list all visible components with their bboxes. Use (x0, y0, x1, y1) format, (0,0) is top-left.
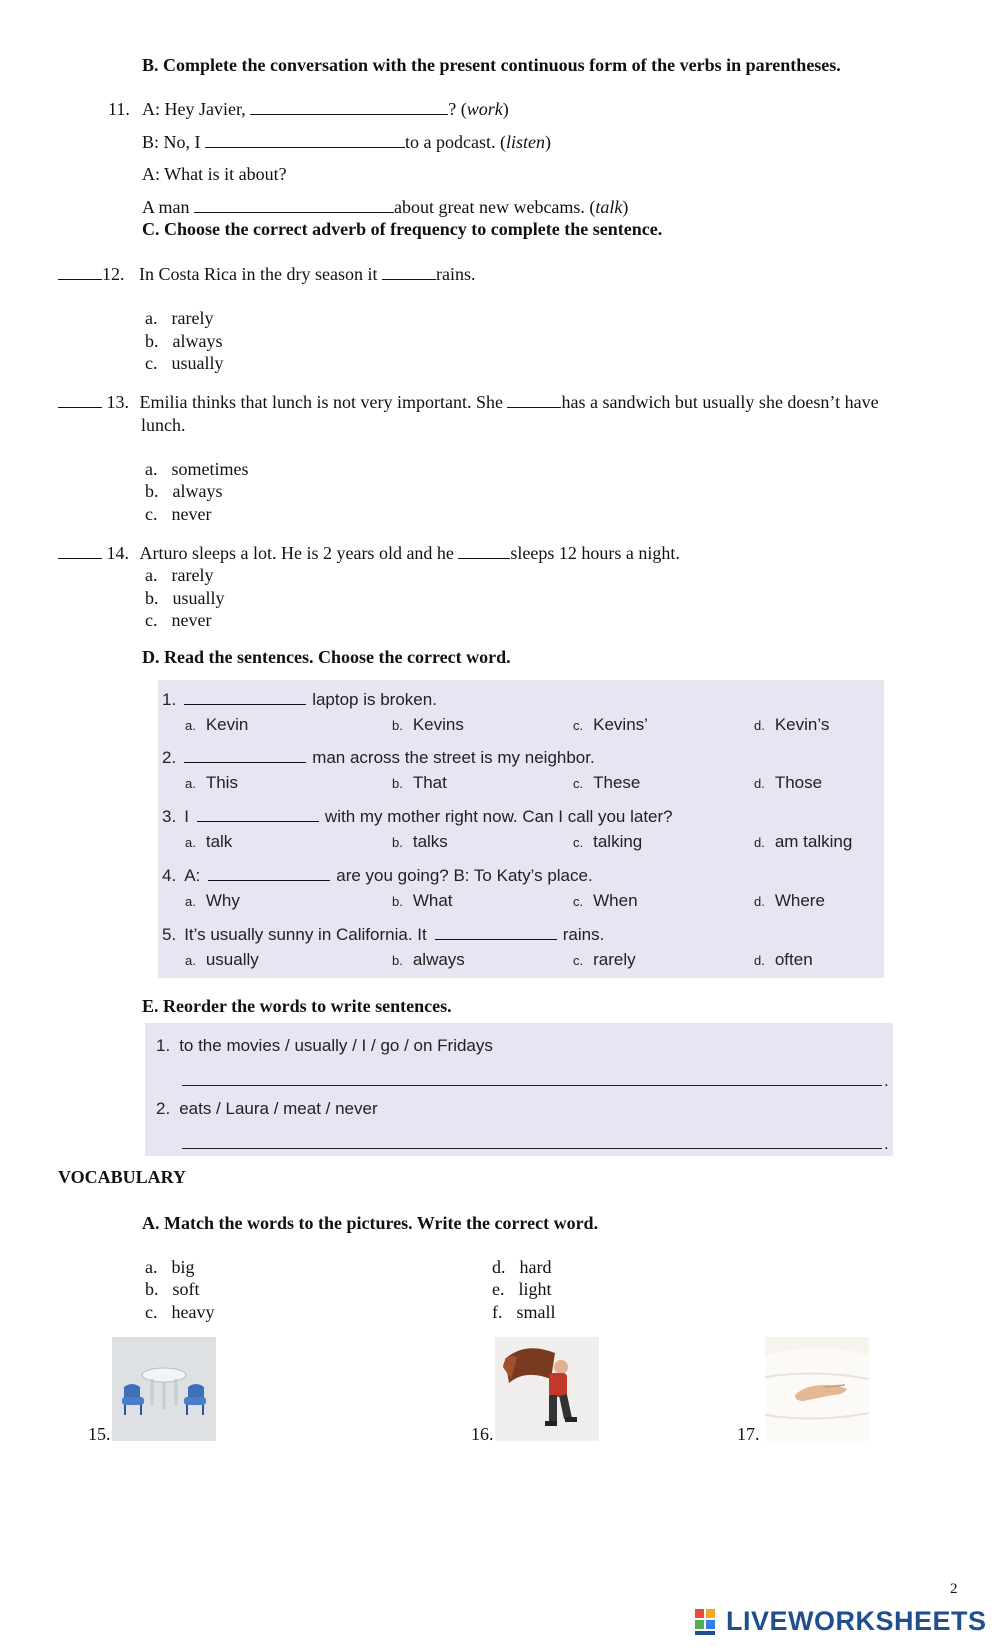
section-d-q1-option-a[interactable] (185, 715, 248, 735)
answer-blank-work[interactable] (250, 98, 448, 115)
option-letter: c. (573, 835, 584, 850)
section-d-q1-option-d[interactable] (754, 715, 829, 735)
option-letter: d. (754, 835, 765, 850)
question-14-sentence-blank (458, 542, 510, 559)
logo-mark-icon (694, 1608, 722, 1636)
question-11-line-a: A: Hey Javier, ? (work) (142, 99, 509, 119)
section-d-q1-option-b[interactable] (392, 715, 464, 735)
question-text-after-blank: rains. (562, 925, 605, 944)
reorder-answer-line-1[interactable] (182, 1085, 882, 1086)
question-blank (197, 805, 319, 822)
option-text: rarely (593, 950, 636, 969)
word-a: a. big (145, 1257, 195, 1277)
section-d-question-4 (162, 864, 593, 886)
option-text: These (593, 773, 641, 792)
question-number: 4. (162, 866, 177, 885)
option-letter: a. (185, 776, 196, 791)
option-text: usually (205, 950, 259, 969)
question-14-option-c[interactable]: c. never (145, 610, 212, 630)
section-d-q5-option-b[interactable] (392, 950, 465, 970)
option-text: Why (205, 891, 240, 910)
question-13-option-c[interactable]: c. never (145, 504, 212, 524)
option-text: talking (593, 832, 643, 851)
section-d-heading: D. Read the sentences. Choose the correct word. (142, 647, 511, 667)
question-text-before-blank: It’s usually sunny in California. It (184, 925, 427, 944)
question-number: 1. (162, 690, 177, 709)
option-letter: b. (392, 894, 403, 909)
question-12-option-b[interactable]: b. always (145, 331, 223, 351)
question-number: 2. (162, 748, 177, 767)
option-text: talks (412, 832, 448, 851)
question-text-before-blank: I (184, 807, 189, 826)
question-text-before-blank: A: (184, 866, 201, 885)
option-letter: d. (754, 953, 765, 968)
section-d-q5-option-a[interactable] (185, 950, 259, 970)
section-d-question-5 (162, 923, 604, 945)
option-text: When (593, 891, 638, 910)
question-text-after-blank: with my mother right now. Can I call you later? (324, 807, 673, 826)
question-12: 12. In Costa Rica in the dry season it rains. (58, 263, 475, 285)
section-d-question-1 (162, 688, 437, 710)
answer-blank-talk[interactable] (194, 196, 394, 213)
option-text: Kevins (412, 715, 464, 734)
option-letter: d. (754, 776, 765, 791)
option-text: always (412, 950, 465, 969)
word-d: d. hard (492, 1257, 552, 1277)
logo-text: LIVEWORKSHEETS (726, 1606, 987, 1636)
question-blank (184, 688, 306, 705)
picture-15-label: 15. (88, 1424, 111, 1444)
question-blank (208, 864, 330, 881)
question-number: 3. (162, 807, 177, 826)
question-13-option-b[interactable]: b. always (145, 481, 223, 501)
question-14: 14. Arturo sleeps a lot. He is 2 years old and he sleeps 12 hours a night. (58, 542, 680, 564)
word-b: b. soft (145, 1279, 200, 1299)
option-letter: b. (392, 835, 403, 850)
option-letter: a. (185, 953, 196, 968)
liveworksheets-logo (694, 1606, 987, 1637)
option-text: Where (774, 891, 825, 910)
section-d-q4-option-b[interactable] (392, 891, 453, 911)
reorder-answer-line-2[interactable] (182, 1148, 882, 1149)
section-d-q1-option-c[interactable] (573, 715, 648, 735)
man-carrying-sofa-icon (495, 1337, 599, 1441)
option-letter: b. (392, 953, 403, 968)
picture-17-label: 17. (737, 1424, 760, 1444)
question-blank (184, 746, 306, 763)
option-text: am talking (774, 832, 853, 851)
option-text: This (205, 773, 238, 792)
question-11-number: 11. (108, 99, 130, 119)
reorder-item-1: 1. to the movies / usually / I / go / on Fridays (156, 1036, 493, 1055)
section-d-q4-option-a[interactable] (185, 891, 240, 911)
section-d-q2-option-c[interactable] (573, 773, 640, 793)
section-d-q5-option-c[interactable] (573, 950, 636, 970)
small-table-chairs-icon (112, 1337, 216, 1441)
reorder-line-end-1: . (884, 1071, 889, 1090)
option-text: often (774, 950, 813, 969)
hand-on-pillow-icon (765, 1337, 869, 1441)
option-text: What (412, 891, 453, 910)
question-text-after-blank: laptop is broken. (312, 690, 437, 709)
section-d-q2-option-b[interactable] (392, 773, 447, 793)
vocabulary-title: VOCABULARY (58, 1167, 187, 1187)
section-d-q3-option-c[interactable] (573, 832, 642, 852)
option-letter: d. (754, 894, 765, 909)
option-letter: a. (185, 835, 196, 850)
section-d-q3-option-d[interactable] (754, 832, 852, 852)
option-letter: c. (573, 718, 584, 733)
question-12-sentence-blank (382, 263, 436, 280)
section-d-q4-option-c[interactable] (573, 891, 638, 911)
question-11-line-d: A man about great new webcams. (talk) (142, 197, 629, 217)
word-e: e. light (492, 1279, 552, 1299)
section-d-q2-option-a[interactable] (185, 773, 238, 793)
option-letter: b. (392, 718, 403, 733)
question-text-after-blank: are you going? B: To Katy’s place. (336, 866, 593, 885)
question-13-answer-blank[interactable] (58, 391, 102, 408)
question-blank (435, 923, 557, 940)
question-12-option-a[interactable]: a. rarely (145, 308, 214, 328)
option-letter: c. (573, 953, 584, 968)
picture-16-label: 16. (471, 1424, 494, 1444)
question-14-option-b[interactable]: b. usually (145, 588, 225, 608)
option-letter: d. (754, 718, 765, 733)
option-text: talk (205, 832, 233, 851)
reorder-line-end-2: . (884, 1134, 889, 1153)
word-c: c. heavy (145, 1302, 215, 1322)
question-12-answer-blank[interactable] (58, 263, 102, 280)
section-d-question-2 (162, 746, 595, 768)
question-13-line-2: lunch. (141, 415, 186, 435)
question-12-option-c[interactable]: c. usually (145, 353, 224, 373)
option-text: Kevin’s (774, 715, 830, 734)
section-e-heading: E. Reorder the words to write sentences. (142, 996, 452, 1016)
section-b-heading: B. Complete the conversation with the present continuous form of the verbs in parentheses. (142, 55, 841, 75)
question-13-sentence-blank (507, 391, 561, 408)
option-text: Kevin (205, 715, 249, 734)
section-d-question-3 (162, 805, 673, 827)
question-14-answer-blank[interactable] (58, 542, 102, 559)
reorder-item-2: 2. eats / Laura / meat / never (156, 1099, 378, 1118)
section-d-q3-option-b[interactable] (392, 832, 448, 852)
question-14-option-a[interactable]: a. rarely (145, 565, 214, 585)
word-f: f. small (492, 1302, 556, 1322)
section-d-q4-option-d[interactable] (754, 891, 825, 911)
question-13: 13. Emilia thinks that lunch is not very important. She has a sandwich but usually she doesn’t have (58, 391, 879, 413)
option-letter: a. (185, 718, 196, 733)
section-d-q2-option-d[interactable] (754, 773, 822, 793)
vocabulary-a-heading: A. Match the words to the pictures. Write the correct word. (142, 1213, 599, 1233)
option-letter: c. (573, 894, 584, 909)
option-letter: a. (185, 894, 196, 909)
option-text: That (412, 773, 447, 792)
question-number: 5. (162, 925, 177, 944)
option-text: Kevins’ (593, 715, 648, 734)
option-letter: c. (573, 776, 584, 791)
question-13-option-a[interactable]: a. sometimes (145, 459, 249, 479)
question-text-after-blank: man across the street is my neighbor. (312, 748, 595, 767)
option-letter: b. (392, 776, 403, 791)
section-d-q3-option-a[interactable] (185, 832, 232, 852)
option-text: Those (774, 773, 823, 792)
question-11-line-c: A: What is it about? (142, 164, 287, 184)
page-number: 2 (950, 1581, 958, 1597)
question-11-line-b: B: No, I to a podcast. (listen) (142, 132, 551, 152)
section-c-heading: C. Choose the correct adverb of frequency to complete the sentence. (142, 219, 663, 239)
answer-blank-listen[interactable] (205, 131, 405, 148)
section-d-q5-option-d[interactable] (754, 950, 813, 970)
